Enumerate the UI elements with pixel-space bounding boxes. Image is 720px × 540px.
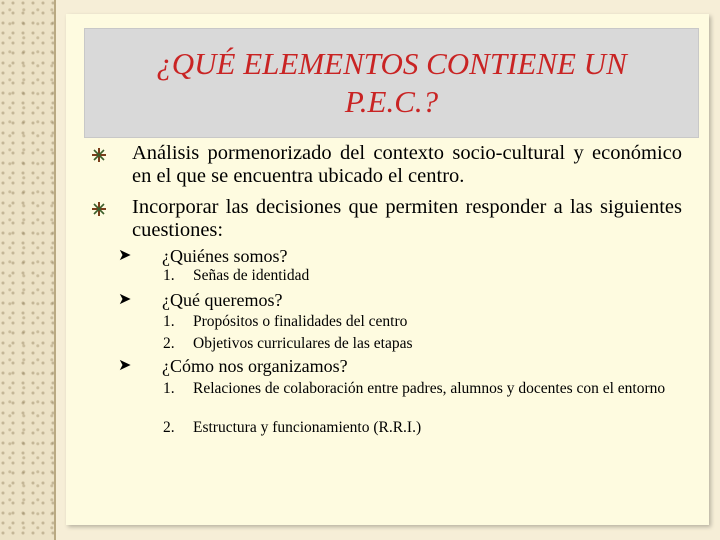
arrow-bullet-icon: ➤ xyxy=(118,357,132,374)
item-text: Relaciones de colaboración entre padres, alumnos y docentes con el entorno xyxy=(193,380,666,397)
slide-card xyxy=(66,14,709,525)
bullet-item xyxy=(92,142,682,188)
item-number: 2. xyxy=(163,419,175,436)
item-text: Objetivos curriculares de las etapas xyxy=(193,335,413,352)
item-number: 1. xyxy=(163,267,175,284)
question-label: ¿Quiénes somos? xyxy=(162,246,288,266)
bullet-text: Incorporar las decisiones que permiten responder a las siguientes cuestiones: xyxy=(132,196,682,241)
ornament-bullet-icon xyxy=(92,148,106,162)
item-number: 1. xyxy=(163,313,175,330)
item-number: 2. xyxy=(163,335,175,352)
arrow-bullet-icon: ➤ xyxy=(118,291,132,308)
bullet-text: Análisis pormenorizado del contexto socio-cultural y económico en el que se encuentra ubicado el centro. xyxy=(132,142,682,187)
item-text: Propósitos o finalidades del centro xyxy=(193,313,408,330)
bullet-item xyxy=(92,196,682,242)
item-text: Estructura y funcionamiento (R.R.I.) xyxy=(193,419,422,436)
item-number: 1. xyxy=(163,380,175,397)
item-text: Señas de identidad xyxy=(193,267,310,284)
question-label: ¿Cómo nos organizamos? xyxy=(162,356,348,376)
slide-title: ¿QUÉ ELEMENTOS CONTIENE UN P.E.C.? xyxy=(156,46,627,119)
decorative-left-strip xyxy=(0,0,54,540)
question-label: ¿Qué queremos? xyxy=(162,290,283,310)
arrow-bullet-icon: ➤ xyxy=(118,247,132,264)
ornament-bullet-icon xyxy=(92,202,106,216)
title-box xyxy=(84,28,699,138)
decorative-divider xyxy=(54,0,56,540)
